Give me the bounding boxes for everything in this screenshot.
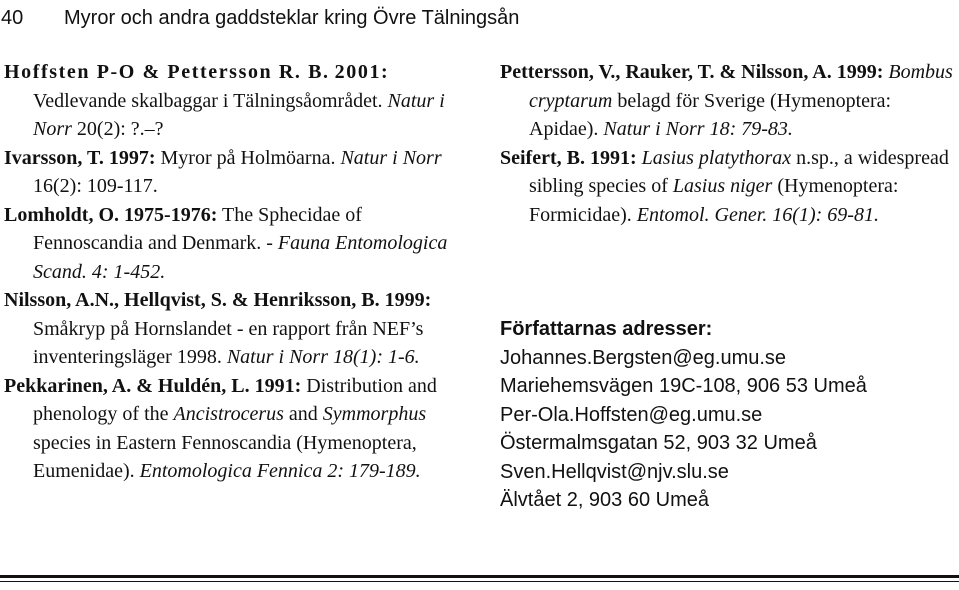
reference-title: belagd för Sverige (Hymenoptera: Apidae). xyxy=(529,89,892,140)
reference-year: 1997: xyxy=(108,146,156,169)
reference-genus: Symmorphus xyxy=(322,403,427,425)
reference-citation: 18(1): 1-6. xyxy=(333,346,420,368)
reference-citation: 18: 79-83. xyxy=(709,118,793,140)
running-title: Myror och andra gaddsteklar kring Övre Tälningsån xyxy=(64,7,520,29)
reference-journal: Entomol. Gener. xyxy=(636,203,768,226)
reference-entry xyxy=(4,286,466,372)
reference-author: Nilsson, A.N., Hellqvist, S. & Henriksson, B. xyxy=(4,289,380,311)
reference-entry xyxy=(500,144,955,230)
reference-journal: Natur i Norr xyxy=(33,89,445,140)
reference-title: Småkryp på Hornslandet - en rapport från NEF’s inventeringsläger 1998. xyxy=(33,317,424,368)
reference-species: Bombus cryptarum xyxy=(529,61,953,112)
reference-year: 1999: xyxy=(384,289,432,311)
reference-entry xyxy=(500,58,955,144)
page-header xyxy=(0,0,959,40)
reference-title: Myror på Holmöarna. xyxy=(160,146,336,169)
reference-title-part: and xyxy=(288,403,318,425)
reference-author: Pekkarinen, A. & Huldén, L. xyxy=(4,374,250,397)
reference-citation: 4: 1-452. xyxy=(91,260,166,283)
reference-species: Lasius niger xyxy=(672,175,773,197)
reference-entry xyxy=(4,201,466,287)
reference-journal: Entomologica Fennica xyxy=(139,460,323,482)
reference-title-part: species in Eastern Fennoscandia (Hymenoptera, Eumenidae). xyxy=(33,431,417,482)
reference-journal: Natur i Norr xyxy=(603,118,705,140)
author-addresses xyxy=(500,315,955,515)
reference-journal: Natur i Norr xyxy=(226,346,328,368)
reference-journal: Fauna Entomologica Scand. xyxy=(33,232,448,283)
footer-rule-thin xyxy=(0,581,959,582)
reference-title: The Sphecidae of Fennoscandia and Denmark. - xyxy=(33,203,362,254)
reference-author: Pettersson, V., Rauker, T. & Nilsson, A. xyxy=(500,61,832,83)
reference-year: 2001: xyxy=(334,61,390,83)
reference-citation: 16(2): 109-117. xyxy=(33,175,158,197)
page-number: 40 xyxy=(1,7,24,29)
reference-entry xyxy=(4,58,466,144)
reference-genus: Ancistrocerus xyxy=(173,403,284,425)
address-email: Johannes.Bergsten@eg.umu.se xyxy=(500,346,787,369)
reference-title-part: n.sp., a widespread sibling species of xyxy=(529,146,949,197)
address-street: Mariehemsvägen 19C-108, 906 53 Umeå xyxy=(500,375,867,397)
references-left-column xyxy=(4,58,466,486)
reference-year: 1991: xyxy=(589,146,637,169)
addresses-heading: Författarnas adresser: xyxy=(500,318,713,340)
address-street: Älvtået 2, 903 60 Umeå xyxy=(500,489,710,511)
reference-title-part: Distribution and phenology of the xyxy=(33,374,437,425)
reference-citation: 2: 179-189. xyxy=(327,460,421,482)
reference-citation: 16(1): 69-81. xyxy=(772,203,879,226)
address-email: Sven.Hellqvist@njv.slu.se xyxy=(500,460,729,483)
references-right-column xyxy=(500,58,955,229)
reference-entry xyxy=(4,372,466,486)
address-street: Östermalmsgatan 52, 903 32 Umeå xyxy=(500,432,817,454)
reference-journal: Natur i Norr xyxy=(340,146,442,169)
reference-species: Lasius platythorax xyxy=(641,146,792,169)
reference-entry xyxy=(4,144,466,201)
reference-year: 1975-1976: xyxy=(124,203,218,226)
reference-author: Ivarsson, T. xyxy=(4,146,104,169)
reference-title: Vedlevande skalbaggar i Tälningsåområdet. xyxy=(33,89,383,112)
reference-citation: 20(2): ?.–? xyxy=(76,118,164,140)
reference-author: Seifert, B. xyxy=(500,146,585,169)
reference-year: 1999: xyxy=(836,61,884,83)
footer-rule-thick xyxy=(0,575,959,578)
address-email: Per-Ola.Hoffsten@eg.umu.se xyxy=(500,403,763,426)
reference-year: 1991: xyxy=(254,374,302,397)
reference-author: Lomholdt, O. xyxy=(4,203,120,226)
reference-author: Hoffsten P-O & Pettersson R. B. xyxy=(4,61,330,83)
reference-title-part: (Hymenoptera: Formicidae). xyxy=(529,175,899,226)
